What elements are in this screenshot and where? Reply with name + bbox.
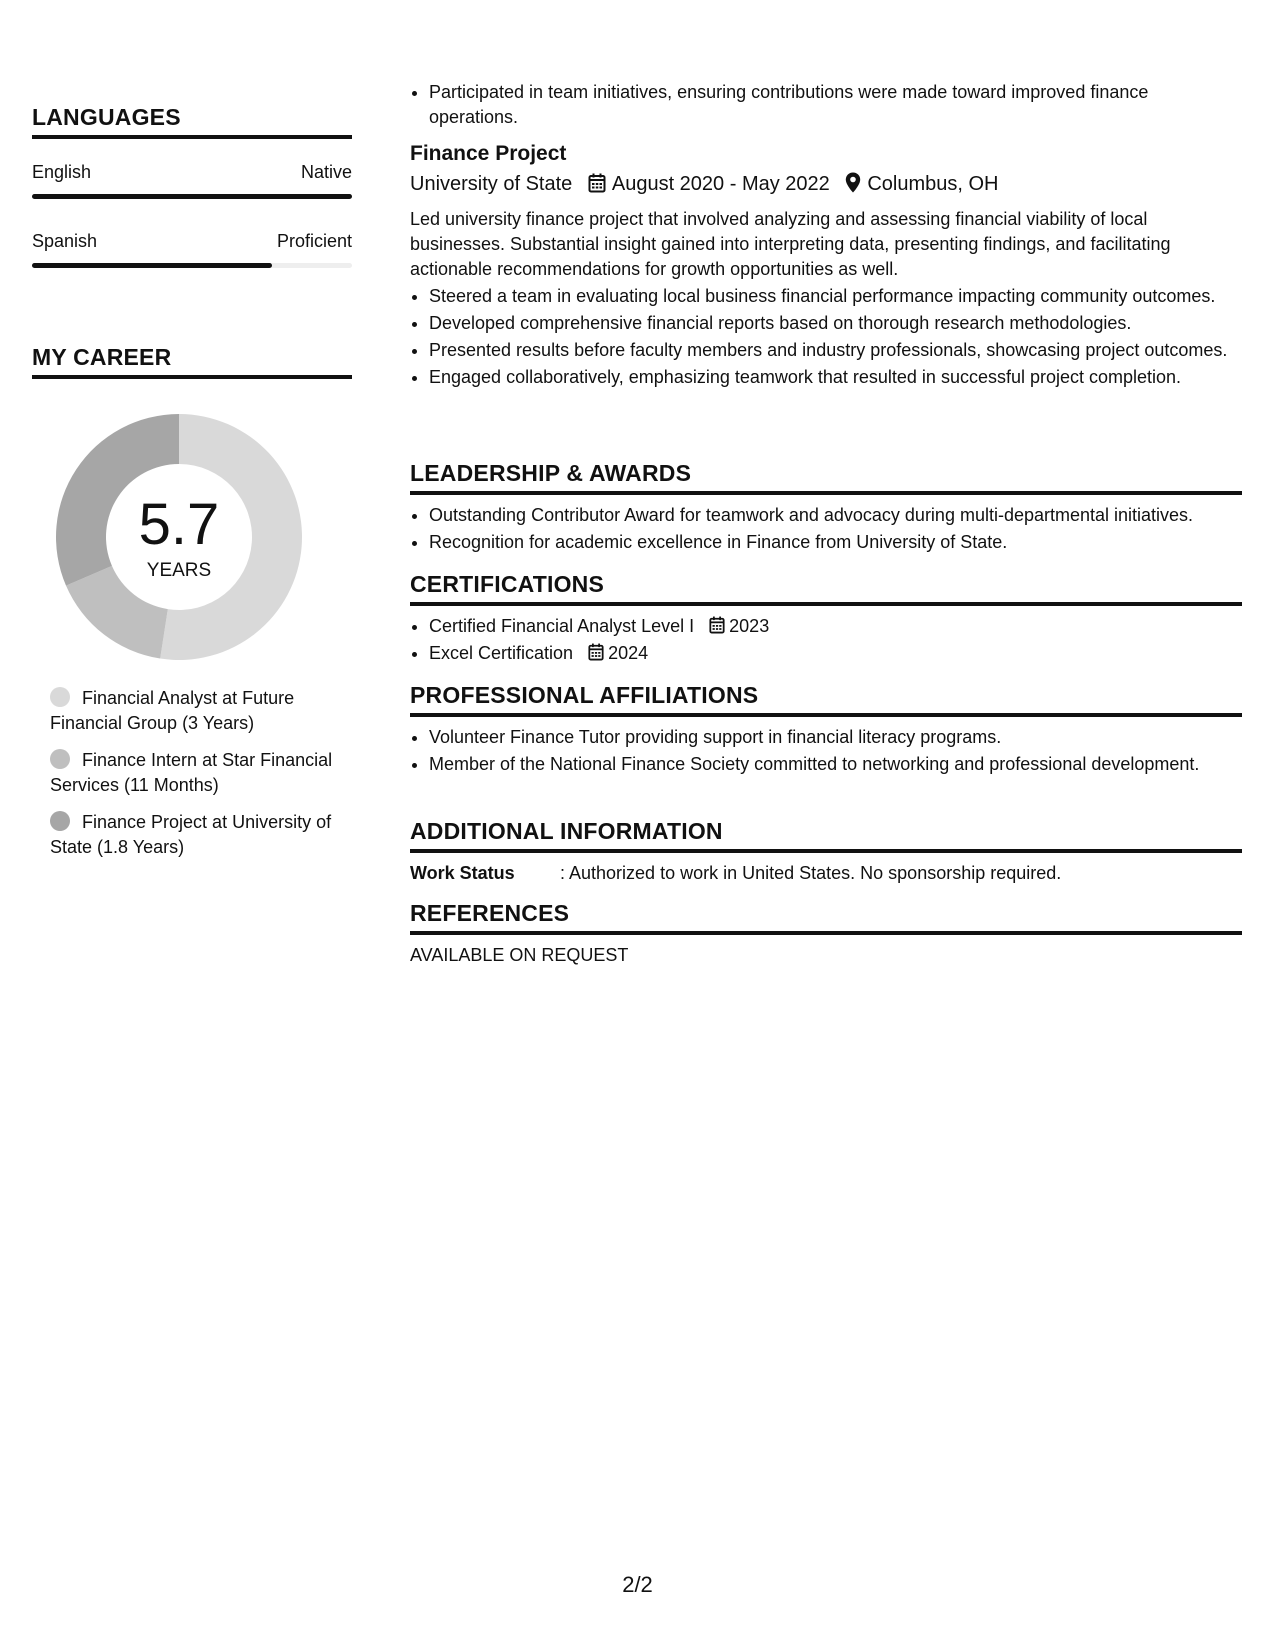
- career-legend: [50, 686, 340, 872]
- calendar-icon: [588, 173, 606, 199]
- legend-label: Financial Analyst at Future Financial Group (3 Years): [50, 688, 295, 733]
- list-item: [429, 641, 1242, 666]
- references-text: AVAILABLE ON REQUEST: [410, 945, 629, 965]
- legend-dot: [50, 749, 70, 769]
- certification-year: 2024: [588, 643, 648, 663]
- project-dates: August 2020 - May 2022: [611, 173, 830, 195]
- certification-name: Excel Certification: [429, 643, 574, 663]
- language-bar: [32, 194, 352, 199]
- career-donut-chart: [56, 414, 302, 660]
- list-item: • Presented results before faculty members and industry professionals, showcasing project outcomes.: [429, 338, 1242, 363]
- legend-label: Finance Project at University of State (1.8 Years): [50, 812, 332, 857]
- legend-item: [50, 748, 340, 798]
- legend-label: Finance Intern at Star Financial Services (11 Months): [50, 750, 333, 795]
- project-title: Finance Project: [410, 142, 567, 165]
- additional-info-section: [410, 818, 1242, 886]
- language-name: English: [32, 162, 92, 182]
- affiliations-section: [410, 682, 1242, 779]
- list-item: • Member of the National Finance Society committed to networking and professional development.: [429, 752, 1242, 777]
- list-item: [429, 614, 1242, 639]
- career-total-years: 5.7: [138, 492, 220, 557]
- work-status-label: Work Status: [410, 863, 515, 883]
- leadership-title: LEADERSHIP & AWARDS: [410, 460, 1242, 495]
- location-pin-icon: [845, 172, 861, 199]
- list-item: • Volunteer Finance Tutor providing support in financial literacy programs.: [429, 725, 1242, 750]
- language-bar: [32, 263, 352, 268]
- list-item: • Steered a team in evaluating local business financial performance impacting community outcomes.: [429, 284, 1242, 309]
- list-item: • Engaged collaboratively, emphasizing teamwork that resulted in successful project completion.: [429, 365, 1242, 390]
- legend-dot: [50, 811, 70, 831]
- page-number: 2/2: [622, 1572, 653, 1597]
- certifications-section: [410, 571, 1242, 668]
- work-status: [410, 861, 1242, 886]
- language-bar-fill: [32, 263, 272, 268]
- career-total-unit: YEARS: [146, 560, 212, 581]
- references-title: REFERENCES: [410, 900, 1242, 935]
- language-level: Native: [300, 162, 352, 182]
- work-status-value: : Authorized to work in United States. No sponsorship required.: [560, 863, 1062, 883]
- language-bar-fill: [32, 194, 352, 199]
- list-item: • Participated in team initiatives, ensuring contributions were made toward improved finance operations.: [429, 80, 1242, 130]
- list-item: • Outstanding Contributor Award for teamwork and advocacy during multi-departmental initiatives.: [429, 503, 1242, 528]
- legend-item: [50, 686, 340, 736]
- donut-center: [56, 414, 302, 660]
- project-meta: [410, 172, 1242, 199]
- certification-year: 2023: [709, 616, 769, 636]
- certification-name: Certified Financial Analyst Level I: [429, 616, 695, 636]
- project-description: Led university finance project that involved analyzing and assessing financial viability of local businesses. Substantial insight gained into interpreting data, presenting findings, and facilitating actionable recommendations for growth opportunities as well.: [410, 209, 1171, 279]
- project-location: Columbus, OH: [867, 173, 999, 195]
- intro-bullets: [410, 80, 1242, 132]
- legend-item: [50, 810, 340, 860]
- language-level: Proficient: [276, 231, 352, 251]
- project-org: University of State: [410, 173, 573, 195]
- finance-project: [410, 142, 1242, 392]
- references-section: [410, 900, 1242, 968]
- calendar-icon: [709, 616, 725, 634]
- list-item: • Recognition for academic excellence in Finance from University of State.: [429, 530, 1242, 555]
- affiliations-title: PROFESSIONAL AFFILIATIONS: [410, 682, 1242, 717]
- list-item: • Developed comprehensive financial reports based on thorough research methodologies.: [429, 311, 1242, 336]
- languages-title: LANGUAGES: [32, 104, 352, 139]
- legend-dot: [50, 687, 70, 707]
- certifications-title: CERTIFICATIONS: [410, 571, 1242, 606]
- calendar-icon: [588, 643, 604, 661]
- language-name: Spanish: [32, 231, 98, 251]
- career-title: MY CAREER: [32, 344, 352, 379]
- leadership-section: [410, 460, 1242, 557]
- additional-info-title: ADDITIONAL INFORMATION: [410, 818, 1242, 853]
